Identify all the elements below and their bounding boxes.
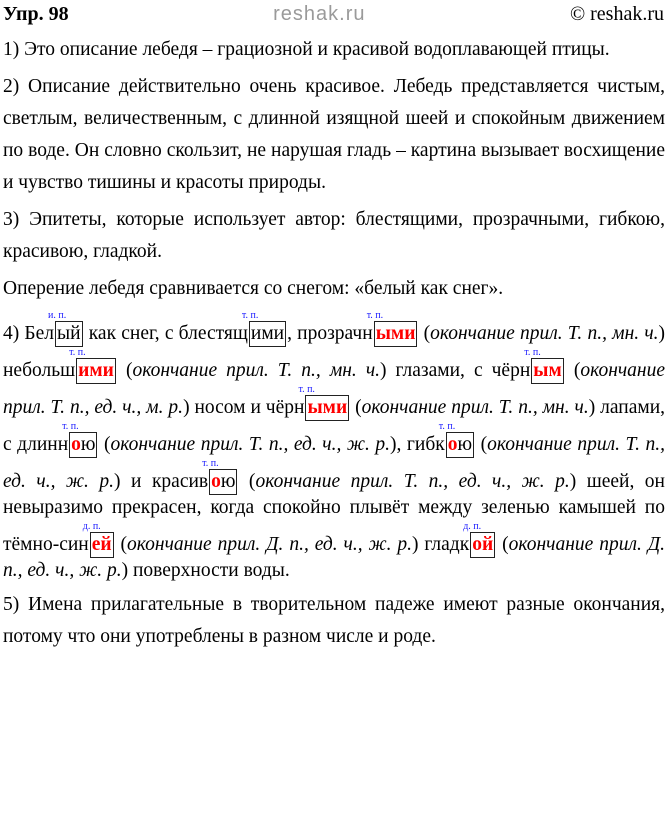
word-ending-box bbox=[249, 321, 286, 347]
ending-note: окончание прил. Д. п., ед. ч., ж. р. bbox=[127, 534, 413, 555]
ending: о bbox=[447, 434, 458, 455]
ending-tail: ю bbox=[457, 434, 473, 455]
text-segment: ( bbox=[238, 471, 256, 492]
ending-note: окончание прил. Т. п., ед. ч., ж. р. bbox=[3, 434, 665, 492]
ending: ими bbox=[250, 323, 285, 344]
text-segment: как снег, с блестящ bbox=[83, 323, 248, 344]
text-segment: ) глазами, с чёрн bbox=[380, 360, 531, 381]
ending: ый bbox=[57, 323, 81, 344]
ending: ым bbox=[533, 360, 562, 381]
ending-note: окончание прил. Т. п., мн. ч. bbox=[430, 323, 659, 344]
answer-5: 5) Имена прилагательные в творительном падеже имеют разные окончания, потому что они употреблены в разном числе и роде. bbox=[3, 594, 665, 647]
header bbox=[0, 0, 668, 28]
annotated-ending bbox=[463, 521, 496, 558]
case-label: т. п. bbox=[241, 310, 259, 321]
case-label: т. п. bbox=[62, 421, 79, 432]
ending: ой bbox=[472, 534, 494, 555]
word-ending-box bbox=[209, 469, 237, 495]
case-label: д. п. bbox=[82, 521, 101, 532]
text-segment: ( bbox=[114, 534, 128, 555]
text-segment: 4) Бел bbox=[3, 323, 55, 344]
answer-content bbox=[0, 34, 668, 653]
word-ending-box bbox=[470, 532, 495, 558]
ending: о bbox=[71, 434, 81, 455]
word-ending-box bbox=[69, 432, 97, 458]
text-segment: ) небольш bbox=[3, 323, 666, 381]
answer-1: 1) Это описание лебедя – грациозной и красивой водоплавающей птицы. bbox=[3, 39, 610, 60]
annotated-ending bbox=[298, 384, 350, 421]
case-label: и. п. bbox=[48, 310, 67, 321]
ending: ыми bbox=[375, 323, 416, 344]
text-segment: ( bbox=[98, 434, 111, 455]
exercise-title: Упр. 98 bbox=[3, 3, 69, 25]
case-label: т. п. bbox=[202, 458, 219, 469]
text-segment: ( bbox=[564, 360, 581, 381]
watermark: reshak.ru bbox=[273, 3, 366, 25]
answer-4-analysis bbox=[3, 310, 665, 584]
word-ending-box bbox=[531, 358, 564, 384]
text-segment: ( bbox=[475, 434, 488, 455]
text-segment: ( bbox=[116, 360, 133, 381]
annotated-ending bbox=[202, 458, 238, 495]
ending-tail: ю bbox=[80, 434, 96, 455]
annotated-ending bbox=[366, 310, 419, 347]
word-ending-box bbox=[374, 321, 418, 347]
annotated-ending bbox=[82, 521, 115, 558]
text-segment: ) шеей, он невыразимо прекрасен, когда спокойно плывёт между зеленью камышей по тёмно-син bbox=[3, 471, 665, 555]
answer-3: 3) Эпитеты, которые использует автор: блестящими, прозрачными, гибкою, красивою, гладкой. bbox=[3, 209, 665, 262]
ending: ими bbox=[78, 360, 114, 381]
annotated-ending bbox=[62, 421, 98, 458]
ending-note: окончание прил. Т. п., ед. ч., ж. р. bbox=[255, 471, 570, 492]
ending-tail: ю bbox=[220, 471, 236, 492]
annotated-ending bbox=[524, 347, 565, 384]
answer-3-comparison: Оперение лебедя сравнивается со снегом: «белый как снег». bbox=[3, 278, 504, 299]
text-segment: , прозрачн bbox=[287, 323, 373, 344]
text-segment: ) носом и чёрн bbox=[183, 397, 305, 418]
text-segment: ) гладк bbox=[412, 534, 470, 555]
text-segment: ) лапами, с длинн bbox=[3, 397, 666, 455]
ending-note: окончание прил. Д. п., ед. ч., ж. р. bbox=[3, 534, 665, 581]
text-segment: ) и красив bbox=[114, 471, 209, 492]
annotated-ending bbox=[48, 310, 84, 347]
annotated-ending bbox=[438, 421, 475, 458]
text-segment: ), гибк bbox=[390, 434, 445, 455]
answer-2: 2) Описание действительно очень красивое. Лебедь представляется чистым, светлым, величественным, с длинной изящной шеей и спокойным движением по воде. Он словно скользит, не нарушая гладь – картина вызывает восхищение и чувство тишины и красоты природы. bbox=[3, 76, 665, 193]
ending: ей bbox=[91, 534, 112, 555]
case-label: т. п. bbox=[438, 421, 456, 432]
case-label: т. п. bbox=[298, 384, 315, 395]
annotated-ending bbox=[69, 347, 117, 384]
ending-note: окончание прил. Т. п., ед. ч., ж. р. bbox=[110, 434, 391, 455]
text-segment: ( bbox=[418, 323, 431, 344]
case-label: т. п. bbox=[69, 347, 86, 358]
copyright: © reshak.ru bbox=[569, 3, 664, 25]
annotated-ending bbox=[241, 310, 287, 347]
word-ending-box bbox=[55, 321, 83, 347]
ending-note: окончание прил. Т. п., мн. ч. bbox=[132, 360, 381, 381]
ending-note: окончание прил. Т. п., ед. ч., м. р. bbox=[3, 360, 665, 418]
text-segment: ( bbox=[496, 534, 509, 555]
case-label: д. п. bbox=[463, 521, 482, 532]
word-ending-box bbox=[90, 532, 114, 558]
case-label: т. п. bbox=[524, 347, 541, 358]
word-ending-box bbox=[76, 358, 116, 384]
text-segment: ) поверхности воды. bbox=[121, 560, 290, 581]
case-label: т. п. bbox=[366, 310, 384, 321]
ending: о bbox=[211, 471, 221, 492]
text-segment: ( bbox=[350, 397, 362, 418]
word-ending-box bbox=[446, 432, 474, 458]
ending: ыми bbox=[307, 397, 348, 418]
ending-note: окончание прил. Т. п., мн. ч. bbox=[361, 397, 589, 418]
word-ending-box bbox=[305, 395, 349, 421]
